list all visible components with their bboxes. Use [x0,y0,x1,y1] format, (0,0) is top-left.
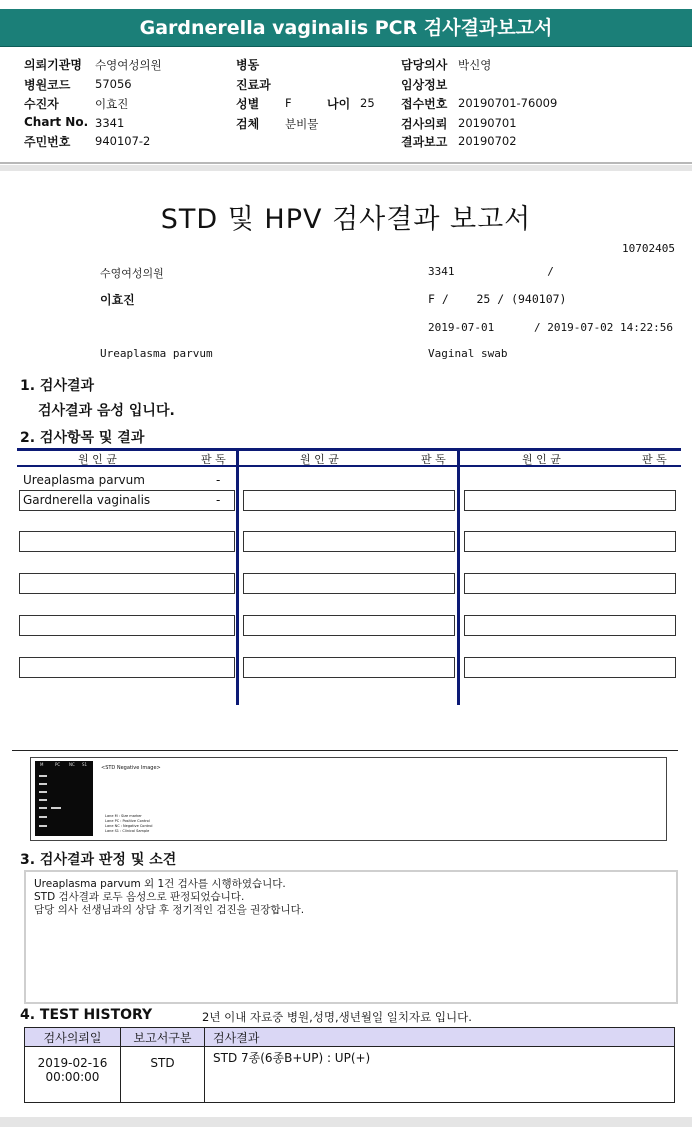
gel-electrophoresis-image [35,761,93,836]
result-cell [464,573,676,594]
dept-label: 진료과 [236,78,271,92]
report-specimen: Vaginal swab [428,347,508,360]
sex-value: F [285,96,292,110]
row-1-pathogen: Ureaplasma parvum [23,473,145,487]
patient-value: 이효진 [95,97,129,111]
patient-label: 수진자 [24,97,59,111]
result-cell [464,657,676,678]
result-cell [19,573,235,594]
result-cell [243,615,455,636]
ward-label: 병동 [236,58,260,72]
doctor-label: 담당의사 [401,58,448,72]
section-4-heading: 4. TEST HISTORY [20,1007,153,1023]
hospital-code-value: 57056 [95,77,132,91]
history-type-cell [121,1047,205,1103]
history-row [25,1047,675,1103]
report-sex-age: F / 25 / (940107) [428,292,567,306]
history-header-date: 검사의뢰일 [25,1028,121,1047]
col-pathogen-2: 원 인 균 [300,453,339,466]
report-clinic: 수영여성의원 [100,267,164,280]
age-label: 나이 [327,97,351,111]
hospital-code-label: 병원코드 [24,78,71,92]
result-cell [19,531,235,552]
report-body [0,171,692,1117]
gel-legend-item: Lane NC : Negative Control [105,824,153,828]
report-patient: 이효진 [100,293,135,307]
history-date: 2019-02-16 [37,1056,108,1070]
col-pathogen-3: 원 인 균 [522,453,561,466]
institution-label: 의뢰기관명 [24,58,82,72]
gel-band [39,775,47,777]
opinion-line: 담당 의사 선생님과의 상담 후 정기적인 검진을 권장합니다. [34,904,305,916]
doctor-value: 박신영 [458,58,492,72]
sex-label: 성별 [236,97,260,111]
clinical-info-label: 임상정보 [401,78,448,92]
gel-band [39,799,47,801]
specimen-value: 분비물 [285,117,319,131]
patient-header [0,50,692,164]
history-type: STD [150,1056,175,1070]
history-note: 2년 이내 자료중 병원,성명,생년월일 일치자료 입니다. [202,1010,472,1024]
report-code: 10702405 [622,242,675,255]
results-divider-1 [236,448,239,705]
row-2-pathogen: Gardnerella vaginalis [23,493,151,507]
history-table [24,1027,675,1103]
report-date-label: 결과보고 [401,135,448,149]
report-heading: STD 및 HPV 검사결과 보고서 [160,204,532,235]
col-judgement-2: 판 독 [421,453,446,466]
section-1-result: 검사결과 음성 입니다. [38,403,175,419]
opinion-box [24,870,678,1004]
report-title-bar: Gardnerella vaginalis PCR 검사결과보고서 [0,9,692,47]
col-pathogen-1: 원 인 균 [78,453,117,466]
col-judgement-1: 판 독 [201,453,226,466]
gel-image-title: <STD Negative Image> [101,765,161,771]
result-cell [19,657,235,678]
report-test: Ureaplasma parvum [100,347,213,360]
section-2-heading: 2. 검사항목 및 결과 [20,430,145,446]
gel-band [39,783,47,785]
section-divider [12,750,678,751]
gel-legend-item: Lane M : Size marker [105,814,142,818]
report-date-value: 20190702 [458,134,517,148]
col-judgement-3: 판 독 [642,453,667,466]
history-header-result: 검사결과 [205,1028,675,1047]
gel-legend-item: Lane PC : Positive Control [105,819,150,823]
gel-band [39,807,47,809]
report-dates: 2019-07-01 / 2019-07-02 14:22:56 [428,321,674,334]
request-value: 20190701 [458,116,517,130]
receipt-label: 접수번호 [401,97,448,111]
report-chart: 3341 / [428,265,554,278]
result-cell [243,490,455,511]
gel-legend-item: Lane S1 : Clinical Sample [105,829,150,833]
gel-lane-s1: S1 [82,762,88,767]
row-1-result: - [216,473,221,487]
history-date-cell [25,1047,121,1103]
result-cell [243,573,455,594]
row-2-result: - [216,493,221,507]
gel-legend [105,814,153,834]
institution-value: 수영여성의원 [95,58,162,72]
result-cell [464,615,676,636]
result-cell [464,531,676,552]
gel-band [39,791,47,793]
result-cell [243,657,455,678]
gel-lane-nc: NC [69,762,75,767]
gel-band [51,807,61,809]
opinion-line: Ureaplasma parvum 외 1건 검사를 시행하였습니다. [34,878,286,890]
history-result: STD 7종(6종B+UP) : UP(+) [205,1047,675,1103]
history-time: 00:00:00 [45,1070,100,1084]
rrn-value: 940107-2 [95,134,151,148]
history-header-type: 보고서구분 [121,1028,205,1047]
gel-lane-pc: PC [55,762,61,767]
bottom-gap [0,1117,692,1127]
gel-lane-m: M [40,762,44,767]
opinion-line: STD 검사결과 로두 음성으로 판정되었습니다. [34,891,245,903]
request-label: 검사의뢰 [401,117,448,131]
rrn-label: 주민번호 [24,135,71,149]
chart-label: Chart No. [24,115,89,129]
specimen-label: 검체 [236,117,260,131]
result-cell [19,615,235,636]
receipt-value: 20190701-76009 [458,96,558,110]
section-1-heading: 1. 검사결과 [20,378,95,394]
age-value: 25 [360,96,375,110]
section-3-heading: 3. 검사결과 판정 및 소견 [20,852,177,868]
gel-band [39,825,47,827]
chart-value: 3341 [95,116,125,130]
result-cell [243,531,455,552]
gel-band [39,816,47,818]
results-divider-2 [457,448,460,705]
gel-image-panel [30,757,667,841]
result-cell [464,490,676,511]
